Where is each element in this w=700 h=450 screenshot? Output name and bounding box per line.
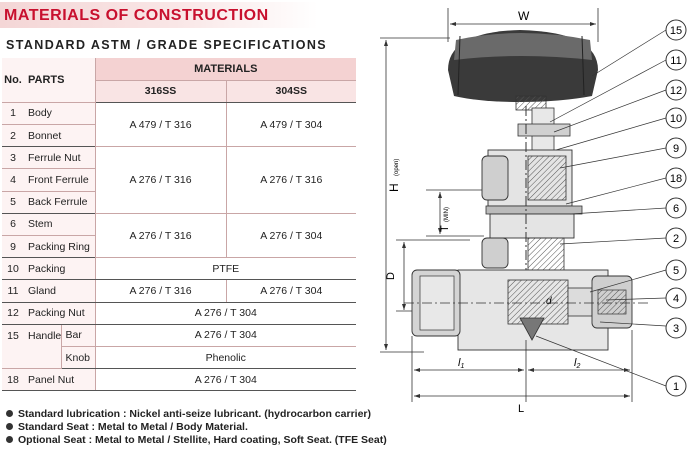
row-part: Gland	[24, 280, 95, 302]
row-no: 4	[2, 169, 24, 191]
row-no: 2	[2, 125, 24, 147]
row-part: Front Ferrule	[24, 169, 95, 191]
note-item: Optional Seat : Metal to Metal / Stellite, Hard coating, Soft Seat. (TFE Seat)	[6, 433, 387, 446]
dim-t-min-label: (MIN)	[444, 207, 450, 222]
callout-label: 15	[669, 25, 683, 37]
row-part: Packing Nut	[24, 302, 95, 324]
cell-value: PTFE	[95, 258, 356, 280]
cell-value: A 276 / T 304	[95, 302, 356, 324]
cell-value: A 276 / T 316	[226, 147, 356, 214]
row-no: 5	[2, 191, 24, 213]
cell-value: A 276 / T 304	[226, 213, 356, 257]
row-no: 18	[2, 369, 24, 391]
cell-value: A 276 / T 304	[95, 369, 356, 391]
callout-label: 9	[672, 143, 680, 155]
row-no: 6	[2, 213, 24, 235]
row-no: 9	[2, 236, 24, 258]
col-parts-header: PARTS	[24, 58, 95, 102]
title-bar	[0, 2, 318, 28]
row-part: Back Ferrule	[24, 191, 95, 213]
dim-l1-label: l1	[458, 357, 465, 370]
cell-value: A 276 / T 316	[95, 280, 226, 302]
callout-label: 1	[672, 381, 680, 393]
bullet-icon	[6, 436, 13, 443]
callout-label: 2	[672, 233, 680, 245]
row-no: 1	[2, 102, 24, 124]
note-item: Standard Seat : Metal to Metal / Body Material.	[6, 420, 387, 433]
cell-value: A 276 / T 316	[95, 147, 226, 214]
notes-list	[6, 407, 387, 446]
row-part: Panel Nut	[24, 369, 95, 391]
callout-label: 5	[672, 265, 680, 277]
col-304-header: 304SS	[226, 80, 356, 102]
page-title: MATERIALS OF CONSTRUCTION	[4, 7, 269, 24]
row-subpart: Knob	[61, 346, 95, 368]
dim-small-d-label: d	[546, 296, 552, 307]
dim-l2-label: l2	[574, 357, 581, 370]
callout-label: 3	[672, 323, 680, 335]
callout-label: 6	[672, 203, 680, 215]
callout-label: 4	[672, 293, 680, 305]
row-subpart: Bar	[61, 324, 95, 346]
col-materials-header: MATERIALS	[95, 58, 356, 80]
cell-value: A 479 / T 304	[226, 102, 356, 146]
row-part: Body	[24, 102, 95, 124]
row-part: Bonnet	[24, 125, 95, 147]
cell-value: A 276 / T 304	[95, 324, 356, 346]
col-316-header: 316SS	[95, 80, 226, 102]
row-no: 10	[2, 258, 24, 280]
cell-value: Phenolic	[95, 346, 356, 368]
row-no: 3	[2, 147, 24, 169]
row-no: 15	[2, 324, 24, 368]
row-no: 11	[2, 280, 24, 302]
dim-w-label: W	[518, 9, 530, 23]
row-no: 12	[2, 302, 24, 324]
row-part: Ferrule Nut	[24, 147, 95, 169]
dim-h-label: H	[387, 183, 401, 192]
materials-table	[2, 58, 356, 391]
note-item: Standard lubrication : Nickel anti-seize lubricant. (hydrocarbon carrier)	[6, 407, 387, 420]
callouts	[666, 20, 686, 396]
handle-knob	[448, 30, 598, 110]
callout-label: 11	[670, 55, 682, 67]
dim-l-label: L	[518, 403, 525, 415]
page-subtitle: STANDARD ASTM / GRADE SPECIFICATIONS	[6, 38, 328, 52]
valve-body	[404, 270, 650, 350]
callout-label: 18	[669, 173, 683, 185]
bullet-icon	[6, 410, 13, 417]
row-part: Handle	[24, 324, 61, 368]
cell-value: A 276 / T 316	[95, 213, 226, 257]
row-part: Stem	[24, 213, 95, 235]
valve-drawing	[360, 0, 700, 450]
row-part: Packing	[24, 258, 95, 280]
col-no-header: No.	[2, 58, 24, 102]
row-part: Packing Ring	[24, 236, 95, 258]
cell-value: A 479 / T 316	[95, 102, 226, 146]
dim-t-label: T	[439, 225, 451, 232]
dim-h-open-label: (open)	[394, 158, 400, 176]
callout-label: 12	[669, 85, 683, 97]
cell-value: A 276 / T 304	[226, 280, 356, 302]
dim-d-label: D	[385, 272, 397, 280]
callout-label: 10	[669, 113, 683, 125]
bullet-icon	[6, 423, 13, 430]
dimension-t	[426, 190, 484, 236]
